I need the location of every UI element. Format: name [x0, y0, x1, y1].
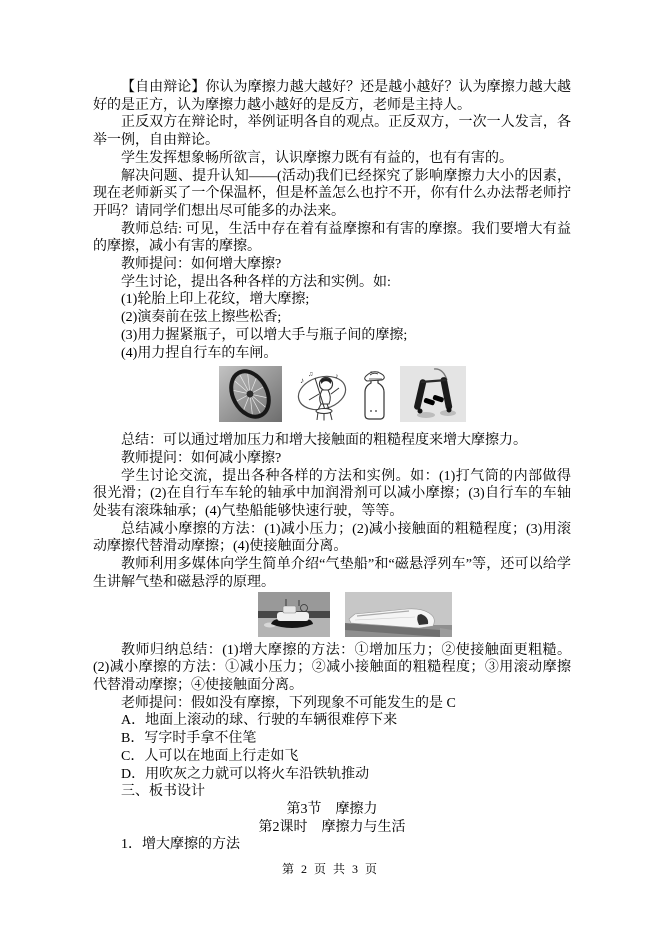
board-title-section: 第3节 摩擦力: [286, 801, 378, 817]
quiz-option-d: D．用吹灰之力就可以将火车沿铁轨推动: [121, 766, 370, 782]
summary-increase-friction: 总结：可以通过增加压力和增大接触面的粗糙程度来增大摩擦力。: [121, 433, 527, 449]
child-playing-instrument-image: [295, 366, 351, 423]
page-number: 第 2 页 共 3 页: [281, 862, 379, 876]
increase-method-item-2: (2)演奏前在弦上擦些松香;: [121, 310, 282, 326]
hand-gripping-bottle-image: [358, 366, 391, 423]
board-item-1: 1．增大摩擦的方法: [121, 837, 240, 853]
problem-solving-activity-paragraph: 解决问题、提升认知——(活动)我们已经探究了影响摩擦力大小的因素，现在老师新买了一个保温杯，但是杯盖怎么也拧不开，你有什么办法帮老师拧开吗？请同学们想出尽可能多的办法来。: [93, 168, 571, 219]
teacher-question-reduce-friction: 教师提问：如何减小摩擦?: [121, 450, 282, 466]
multimedia-introduction-paragraph: 教师利用多媒体向学生简单介绍“气垫船”和“磁悬浮列车”等，还可以给学生讲解气垫和磁悬浮的原理。: [93, 557, 571, 590]
bicycle-brake-image: [400, 366, 466, 422]
hovercraft-image: [258, 592, 330, 637]
debate-intro-paragraph: 【自由辩论】你认为摩擦力越大越好？还是越小越好？认为摩擦力越大越好的是正方，认为摩擦力越小越好的是反方，老师是主持人。: [93, 80, 571, 113]
svg-text:♪: ♪: [335, 371, 339, 380]
student-imagination-paragraph: 学生发挥想象畅所欲言，认识摩擦力既有有益的，也有有害的。: [121, 150, 513, 166]
svg-text:♫: ♫: [308, 369, 314, 378]
increase-method-item-4: (4)用力捏自行车的车闸。: [121, 345, 278, 361]
quiz-option-a: A．地面上滚动的球、行驶的车辆很难停下来: [121, 713, 398, 729]
teacher-final-summary: 教师归纳总结：(1)增大摩擦的方法：①增加压力；②使接触面更粗糙。(2)减小摩擦的方法：①减小压力；②减小接触面的粗糙程度；③用滚动摩擦代替滑动摩擦；④使接触面分离。: [93, 642, 571, 693]
bicycle-wheel-image: [219, 366, 282, 422]
increase-method-item-3: (3)用力握紧瓶子，可以增大手与瓶子间的摩擦;: [121, 327, 408, 343]
reduce-friction-figures: [258, 592, 571, 637]
board-design-heading: 三、板书设计: [121, 784, 205, 800]
student-discussion-reduce-methods: 学生讨论交流，提出各种各样的方法和实例。如：(1)打气筒的内部做得很光滑；(2)在自行车车轮的轴承中加润滑剂可以减小摩擦；(3)自行车的车轴处装有滚珠轴承；(4)气垫船能够快速行驶，等等。: [93, 468, 571, 520]
svg-text:♪: ♪: [300, 375, 304, 385]
maglev-train-image: [345, 592, 452, 637]
quiz-option-c: C．人可以在地面上行走如飞: [121, 748, 299, 764]
board-title-lesson: 第2课时 摩擦力与生活: [258, 819, 406, 835]
lesson-plan-content: [93, 79, 571, 854]
increase-friction-figures: [219, 366, 571, 422]
increase-method-item-1: (1)轮胎上印上花纹，增大摩擦;: [121, 292, 310, 308]
summary-reduce-friction: 总结减小摩擦的方法：(1)减小压力；(2)减小接触面的粗糙程度；(3)用滚动摩擦代替滑动摩擦；(4)使接触面分离。: [93, 521, 571, 555]
student-discussion-methods: 学生讨论，提出各种各样的方法和实例。如:: [121, 274, 391, 290]
quiz-option-b: B．写字时手拿不住笔: [121, 731, 257, 747]
quiz-question: 老师提问：假如没有摩擦，下列现象不可能发生的是 C: [121, 695, 456, 711]
teacher-question-increase-friction: 教师提问：如何增大摩擦?: [121, 257, 282, 273]
debate-rules-paragraph: 正反双方在辩论时，举例证明各自的观点。正反双方，一次一人发言，各举一例，自由辩论。: [93, 115, 571, 149]
teacher-summary-paragraph: 教师总结: 可见，生活中存在着有益摩擦和有害的摩擦。我们要增大有益的摩擦，减小有害的摩擦。: [93, 221, 571, 255]
